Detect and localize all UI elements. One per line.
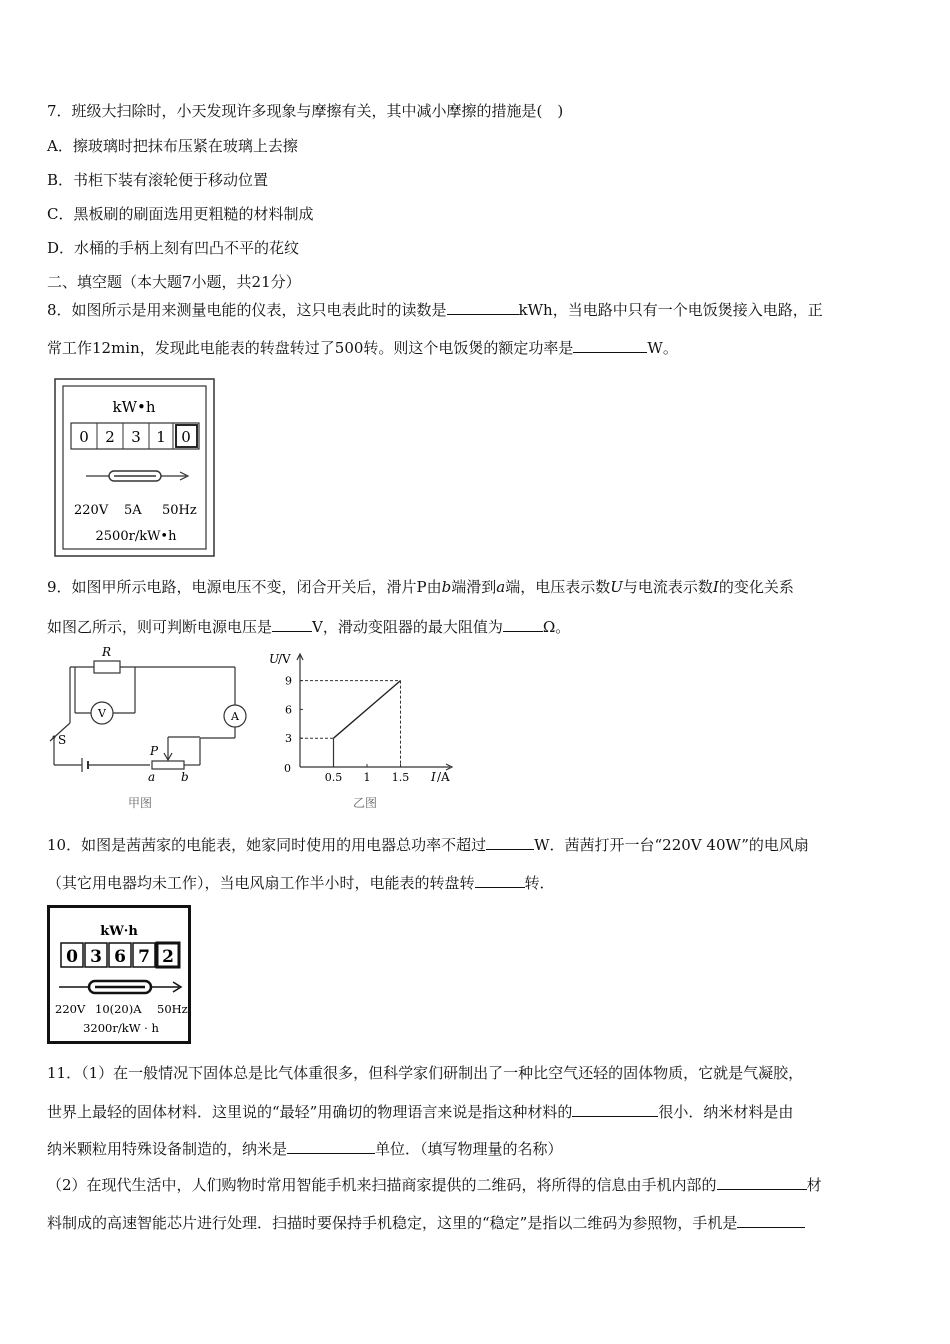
- q8-meter-frequency: 50Hz: [162, 503, 197, 518]
- q9-text-1: 9．如图甲所示电路，电源电压不变，闭合开关后，滑片P由: [47, 578, 442, 596]
- q9-text-b: b: [441, 578, 452, 596]
- q10-line1: [47, 833, 809, 855]
- q10-meter-frequency: 50Hz: [157, 1002, 188, 1016]
- q8-meter-digit-5: 0: [181, 428, 191, 446]
- q9-blank-voltage[interactable]: [272, 615, 312, 632]
- q9-text-7: V，滑动变阻器的最大阻值为: [312, 618, 503, 636]
- q10-meter-digit-1: 0: [66, 947, 78, 967]
- q9-label-b-end: b: [181, 770, 189, 784]
- q9-slider-arrow-icon: [164, 737, 200, 760]
- q9-graph-xtick-label-1.5: 1.5: [391, 771, 410, 784]
- q11-line3: [47, 1137, 563, 1159]
- q9-circuit-caption: 甲图: [127, 796, 153, 810]
- q10-meter-digit-5: 2: [162, 947, 174, 967]
- q9-label-s: S: [58, 733, 67, 747]
- q11-blank-state[interactable]: [737, 1211, 805, 1228]
- q9-label-r: R: [102, 645, 112, 659]
- q10-text-2: W．茜茜打开一台“220V 40W”的电风扇: [534, 836, 809, 854]
- q9-label-p: P: [150, 744, 159, 758]
- q9-line1: [47, 577, 794, 597]
- q11-text-2: 很小．纳米材料是由: [658, 1103, 794, 1121]
- q11-blank-density[interactable]: [572, 1100, 658, 1117]
- q9-graph-i-unit: /A: [437, 770, 450, 784]
- q8-text-2: kWh，当电路中只有一个电饭煲接入电路，正: [518, 301, 823, 319]
- q8-meter-disc-window-icon: [86, 471, 188, 481]
- q10-text-4: 转．: [524, 874, 555, 892]
- q8-line2: [47, 336, 678, 358]
- section-title: 二、填空题（本大题7小题，共21分）: [47, 273, 301, 291]
- q10-meter-rating: 3200r/kW · h: [83, 1021, 159, 1035]
- q9-graph-ytick-label-3: 3: [285, 732, 292, 746]
- q10-meter-digit-4: 7: [138, 947, 150, 967]
- q8-line1: [47, 298, 823, 320]
- q9-text-3: 端，电压表示数: [505, 578, 611, 596]
- q11-blank-material[interactable]: [717, 1173, 807, 1190]
- q8-meter-unit: kW•h: [112, 398, 156, 416]
- q9-rheostat: [152, 761, 184, 769]
- q8-meter-digit-1: 0: [79, 428, 89, 446]
- q9-graph-caption: 乙图: [352, 796, 378, 810]
- q8-text-4: W。: [647, 339, 678, 357]
- q9-graph-i-label: I: [431, 770, 436, 784]
- q10-meter-digit-3: 6: [114, 947, 126, 967]
- q10-meter-current: 10(20)A: [95, 1002, 142, 1016]
- q10-text-3: （其它用电器均未工作），当电风扇工作半小时，电能表的转盘转: [47, 874, 475, 892]
- q11-text-7: 料制成的高速智能芯片进行处理．扫描时要保持手机稳定，这里的“稳定”是指以二维码为参照物，手机是: [47, 1214, 738, 1232]
- q10-meter-digit-2: 3: [90, 947, 102, 967]
- q9-blank-resistance[interactable]: [503, 615, 543, 632]
- q9-text-2: 端滑到: [451, 578, 497, 596]
- q8-meter-rating: 2500r/kW•h: [95, 529, 177, 544]
- q8-blank-reading[interactable]: [447, 298, 519, 315]
- q9-text-6: 如图乙所示，则可判断电源电压是: [47, 618, 273, 636]
- q11-line2: [47, 1100, 793, 1122]
- q8-text-1: 8．如图所示是用来测量电能的仪表，这只电表此时的读数是: [47, 301, 447, 319]
- q9-resistor-r: [94, 661, 120, 673]
- q9-ui-graph: [265, 645, 465, 815]
- q8-meter-digit-4: 1: [156, 428, 166, 446]
- q10-blank-revolutions[interactable]: [475, 871, 525, 888]
- q9-graph-xtick-label-1: 1: [363, 771, 371, 784]
- q9-text-4: 与电流表示数: [622, 578, 713, 596]
- q9-circuit-diagram: [40, 645, 255, 815]
- q9-graph-origin: 0: [284, 762, 291, 775]
- q7-option-b: B．书柜下装有滚轮便于移动位置: [47, 171, 269, 189]
- q11-line4: [47, 1173, 822, 1195]
- q8-meter-current: 5A: [124, 503, 142, 518]
- q9-graph-u-label: U: [269, 652, 280, 666]
- q9-battery-icon: [82, 758, 88, 772]
- q10-meter-disc-window-icon: [59, 981, 181, 993]
- q9-graph-ytick-label-6: 6: [285, 703, 292, 717]
- q11-text-4: 单位．（填写物理量的名称）: [375, 1140, 563, 1158]
- q10-energy-meter-figure: [47, 905, 192, 1045]
- q9-line2: [47, 615, 570, 637]
- q10-text-1: 10．如图是茜茜家的电能表，她家同时使用的用电器总功率不超过: [47, 836, 487, 854]
- q9-graph-xtick-label-0.5: 0.5: [324, 771, 343, 784]
- q11-line5: [47, 1211, 805, 1233]
- q11-text-1: 世界上最轻的固体材料．这里说的“最轻”用确切的物理语言来说是指这种材料的: [47, 1103, 573, 1121]
- q9-graph-u-unit: /V: [278, 652, 291, 666]
- q9-graph-ytick-label-9: 9: [285, 674, 292, 688]
- q7-option-d: D．水桶的手柄上刻有凹凸不平的花纹: [47, 239, 300, 257]
- q8-meter-digit-3: 3: [131, 428, 141, 446]
- q11-text-5: （2）在现代生活中，人们购物时常用智能手机来扫描商家提供的二维码，将所得的信息由手机内部的: [47, 1176, 717, 1194]
- q9-text-i: I: [712, 578, 719, 596]
- q11-blank-quantity[interactable]: [287, 1137, 375, 1154]
- q10-meter-unit: kW·h: [100, 924, 138, 939]
- q8-meter-digit-2: 2: [105, 428, 115, 446]
- q9-text-8: Ω。: [542, 618, 571, 636]
- q9-label-a: A: [231, 710, 239, 723]
- q7-stem: 7．班级大扫除时，小天发现许多现象与摩擦有关，其中减小摩擦的措施是( ): [47, 102, 564, 120]
- q9-text-a: a: [496, 578, 506, 596]
- q9-text-5: 的变化关系: [718, 578, 794, 596]
- q9-graph-series-line: [334, 681, 401, 739]
- q10-blank-power[interactable]: [486, 833, 534, 850]
- q8-text-3: 常工作12min，发现此电能表的转盘转过了500转。则这个电饭煲的额定功率是: [47, 339, 574, 357]
- q9-text-u: U: [610, 578, 623, 596]
- q10-meter-voltage: 220V: [55, 1002, 86, 1016]
- q7-option-a: A．擦玻璃时把抹布压紧在玻璃上去擦: [47, 137, 298, 155]
- q11-line1: 11．（1）在一般情况下固体总是比气体重很多，但科学家们研制出了一种比空气还轻的固体物质，它就是气凝胶，: [47, 1064, 804, 1082]
- q10-line2: [47, 871, 555, 893]
- q8-blank-power[interactable]: [573, 336, 647, 353]
- q9-label-a-end: a: [148, 770, 156, 784]
- q11-text-6: 材: [806, 1176, 822, 1194]
- q8-meter-voltage: 220V: [74, 503, 109, 518]
- q8-energy-meter-figure: [54, 378, 216, 558]
- q7-option-c: C．黑板刷的刷面选用更粗糙的材料制成: [47, 205, 314, 223]
- q9-label-v: V: [98, 707, 106, 720]
- q11-text-3: 纳米颗粒用特殊设备制造的，纳米是: [47, 1140, 288, 1158]
